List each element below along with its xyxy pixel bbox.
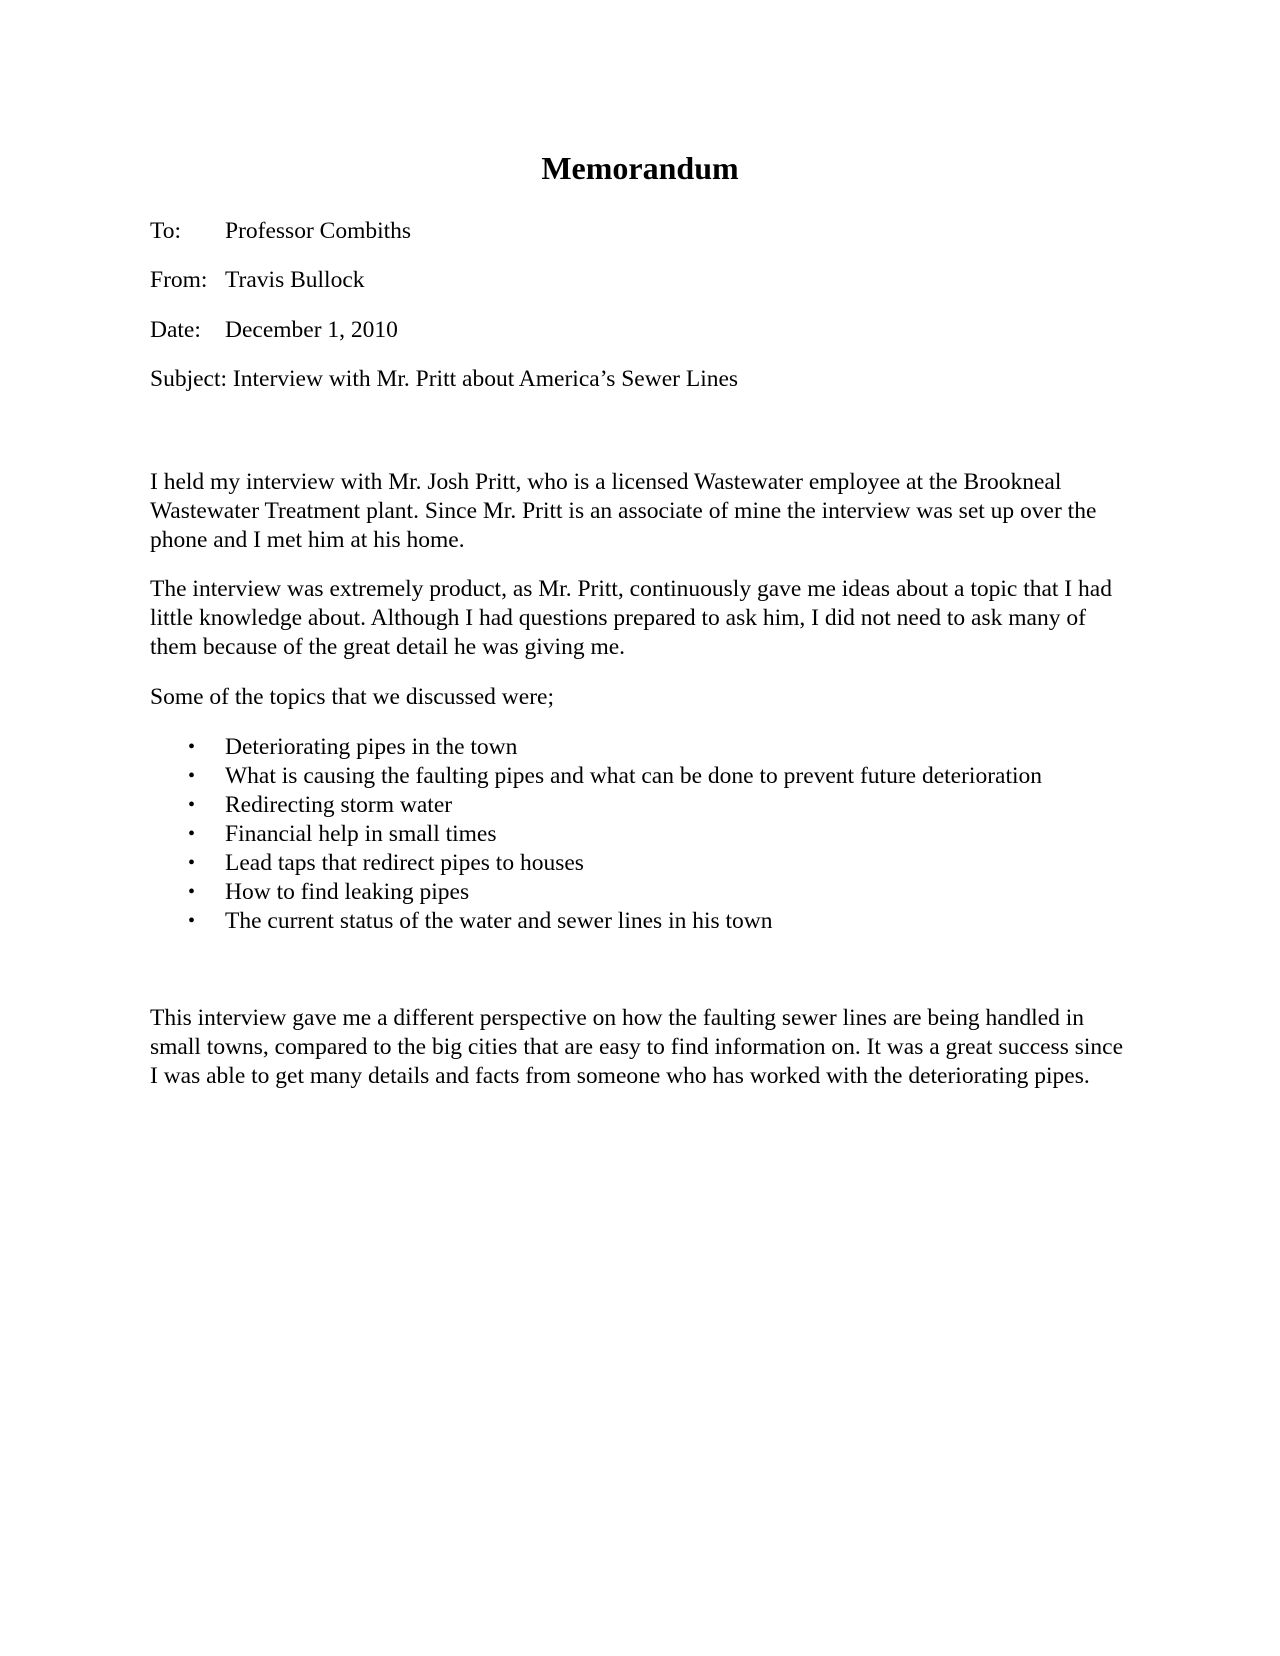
from-label: From: (150, 267, 208, 293)
date-line (150, 315, 398, 345)
list-item: • How to find leaking pipes (188, 879, 470, 905)
topics-intro: Some of the topics that we discussed were; (150, 684, 554, 710)
bullet-icon: • (188, 736, 196, 758)
date-label: Date: (150, 317, 201, 343)
subject-value: Interview with Mr. Pritt about America’s Sewer Lines (232, 366, 739, 392)
list-item: • Redirecting storm water (188, 792, 453, 818)
from-line (150, 265, 365, 295)
topics-list (150, 733, 1042, 936)
bullet-icon: • (188, 910, 196, 932)
to-line (150, 216, 411, 246)
list-item: • The current status of the water and sewer lines in his town (188, 908, 773, 934)
paragraph-conclusion: This interview gave me a different perspective on how the faulting sewer lines are being handled in small towns, compared to the big cities that are easy to find information on. It was a great success since I was able to get many details and facts from someone who has worked with the deteriorating pipes. (150, 1005, 1124, 1089)
list-item: • What is causing the faulting pipes and what can be done to prevent future deterioration (188, 763, 1043, 789)
bullet-icon: • (188, 823, 196, 845)
memo-title: Memorandum (541, 150, 739, 186)
paragraph-interview: The interview was extremely product, as Mr. Pritt, continuously gave me ideas about a topic that I had little knowledge about. Although I had questions prepared to ask him, I did not need to ask many of them because of the great detail he was giving me. (150, 576, 1112, 660)
date-value: December 1, 2010 (225, 317, 398, 343)
subject-line (150, 364, 738, 394)
list-item: • Deteriorating pipes in the town (188, 734, 518, 760)
paragraph-intro: I held my interview with Mr. Josh Pritt, who is a licensed Wastewater employee at the Brookneal Wastewater Treatment plant. Since Mr. Pritt is an associate of mine the interview was set up over the phone and I met him at his home. (150, 469, 1097, 553)
bullet-icon: • (188, 794, 196, 816)
bullet-icon: • (188, 765, 196, 787)
list-item: • Lead taps that redirect pipes to houses (188, 850, 584, 876)
bullet-icon: • (188, 881, 196, 903)
to-value: Professor Combiths (225, 218, 412, 244)
from-value: Travis Bullock (225, 267, 365, 293)
list-item: • Financial help in small times (188, 821, 497, 847)
subject-label: Subject: (150, 366, 228, 392)
to-label: To: (150, 218, 181, 244)
bullet-icon: • (188, 852, 196, 874)
